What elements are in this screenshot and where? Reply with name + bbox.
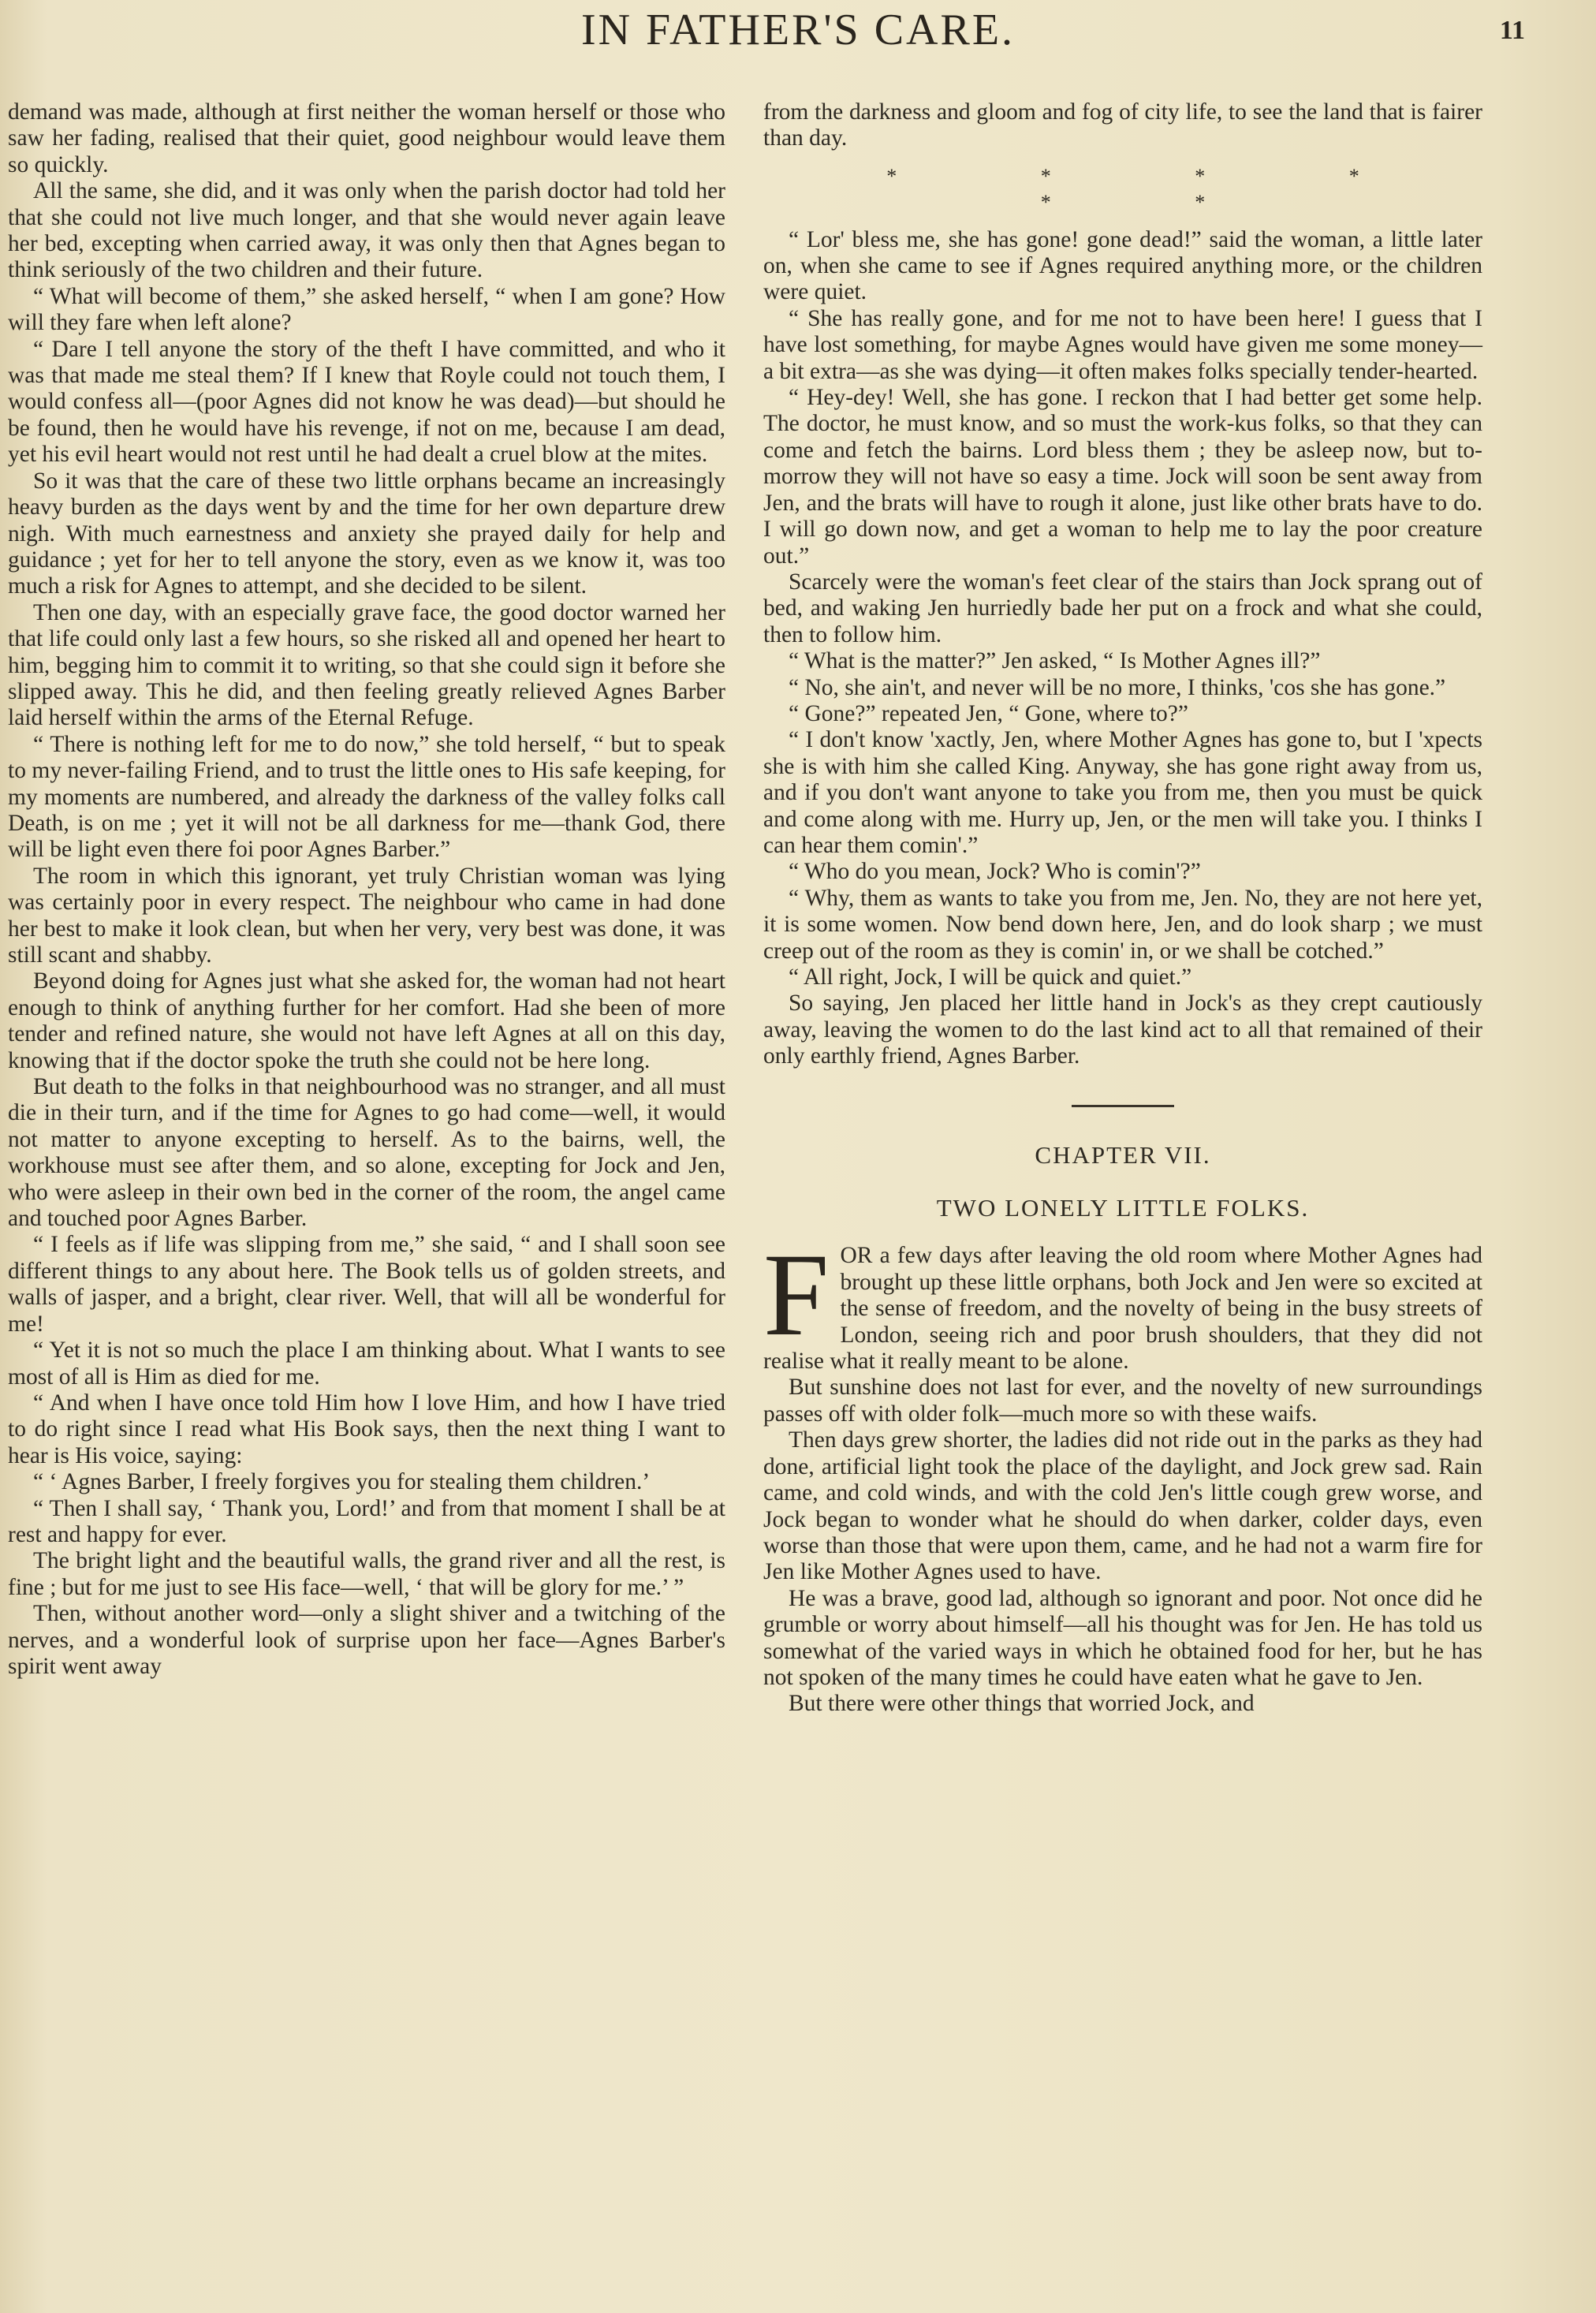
chapter-opening-text: OR a few days after leaving the old room where Mother Agnes had brought up these little orphans, both Jock and Jen were so excited at the sense of freedom, and the novelty of being in the busy streets of London, seeing rich and poor brush shoulders, that they did not realise what it really meant to be alone. [763,1243,1482,1375]
paragraph: But death to the folks in that neighbourhood was no stranger, and all must die in their turn, and if the time for Agnes to go had come—well, it would not matter to anyone excepting to herself. As to the bairns, well, the workhouse must see after them, and so alone, excepting for Jock and Jen, who were asleep in their own bed in the corner of the room, the angel came and touched poor Agnes Barber. [8,1074,725,1232]
paragraph: “ Who do you mean, Jock? Who is comin'?” [789,859,1201,885]
paragraph: “ No, she ain't, and never will be no more, I thinks, 'cos she has gone.” [789,674,1446,700]
paragraph: Then, without another word—only a slight shiver and a twitching of the nerves, and a wonderful look of surprise upon her face—Agnes Barber's spirit went away [8,1601,725,1679]
paragraph: He was a brave, good lad, although so ignorant and poor. Not once did he grumble or worry about himself—all his thought was for Jen. He has told us somewhat of the varied ways in which he obtained food for her, but he has not spoken of the many times he could have eaten what he gave to Jen. [763,1585,1482,1690]
paragraph: So saying, Jen placed her little hand in Jock's as they crept cautiously away, leaving the women to do the last kind act to all that remained of their only earthly friend, Agnes Barber. [763,990,1482,1069]
paragraph: demand was made, although at first neither the woman herself or those who saw her fading, realised that their quiet, good neighbour would leave them so quickly. [8,99,725,177]
paragraph: Then days grew shorter, the ladies did not ride out in the parks as they had done, artificial light took the place of the daylight, and Jock grew sad. Rain came, and cold winds, and with the cold Jen's little cough grew worse, and Jock began to wonder what he should do when darker, colder days, even worse than those that were upon them, came, and he had not a warm fire for Jen like Mother Agnes used to have. [763,1427,1482,1585]
paragraph: “ Why, them as wants to take you from me, Jen. No, they are not here yet, it is some women. Now bend down here, Jen, and do look sharp ; we must creep out of the room as they is comin' in, or we shall be cotched.” [763,885,1482,964]
paragraph: “ Dare I tell anyone the story of the theft I have committed, and who it was that made me steal them? If I knew that Royle could not touch them, I would confess all—(poor Agnes did not know he was dead)—but should he be found, then he would have his revenge, if not on me, because I am dead, yet his evil heart would not rest until he had dealt a cruel blow at the mites. [8,336,725,468]
chapter-number: CHAPTER VII. [1035,1140,1211,1169]
section-break-stars: * * * * * * [886,164,1429,215]
paragraph: “ Hey-dey! Well, she has gone. I reckon that I had better get some help. The doctor, he must know, and so must the work-kus folks, so that they can come and fetch the bairns. Lord bless them ; they be asleep now, but to-morrow they will not have so easy a time. Jock will soon be sent away from Jen, and the brats will have to rough it alone, just like other brats have to do. I will go down now, and get a woman to help me to lay the poor creature out.” [763,385,1482,569]
page-header [0,0,1596,79]
paragraph: Scarcely were the woman's feet clear of the stairs than Jock sprang out of bed, and waking Jen hurriedly bade her put on a frock and what she could, then to follow him. [763,569,1482,647]
paragraph: “ I feels as if life was slipping from me,” she said, “ and I shall soon see different things to any about here. The Book tells us of golden streets, and walls of jasper, and a bright, clear river. Well, that will all be wonderful for me! [8,1232,725,1337]
chapter-opening-paragraph [763,1229,1482,1375]
paragraph: So it was that the care of these two little orphans became an increasingly heavy burden as the days went by and the time for her own departure drew nigh. With much earnestness and anxiety she prayed daily for help and guidance ; yet for her to tell anyone the story, even as we know it, was too much a risk for Agnes to attempt, and she decided to be silent. [8,468,725,599]
paragraph: “ Lor' bless me, she has gone! gone dead!” said the woman, a little later on, when she came to see if Agnes required anything more, or the children were quiet. [763,226,1482,305]
page-number: 11 [1499,16,1525,45]
paragraph: “ What will become of them,” she asked herself, “ when I am gone? How will they fare when left alone? [8,283,725,336]
drop-cap: F [763,1229,830,1361]
paragraph: The bright light and the beautiful walls, the grand river and all the rest, is fine ; but for me just to see His face—well, ‘ that will be glory for me.’ ” [8,1548,725,1600]
paragraph: “ There is nothing left for me to do now,” she told herself, “ but to speak to my never-failing Friend, and to trust the little ones to His safe keeping, for my moments are numbered, and already the darkness of the valley folks call Death, is on me ; yet it will not be all darkness for me—thank God, there will be light even there foi poor Agnes Barber.” [8,731,725,863]
running-title: IN FATHER'S CARE. [580,6,1016,54]
paragraph: “ She has really gone, and for me not to have been here! I guess that I have lost something, for maybe Agnes would have given me some money—a bit extra—as she was dying—it often makes folks specially tender-hearted. [763,305,1482,384]
paragraph: “ I don't know 'xactly, Jen, where Mother Agnes has gone to, but I 'xpects she is with him she called King. Anyway, she has gone right away from us, and if you don't want anyone to take you from me, then you must be quick and come along with me. Hurry up, Jen, or the men will take you. I thinks I can hear them comin'.” [763,727,1482,858]
paragraph: “ All right, Jock, I will be quick and quiet.” [789,964,1192,990]
right-column [763,99,1482,1718]
chapter-title: TWO LONELY LITTLE FOLKS. [936,1194,1310,1222]
paragraph: “ Gone?” repeated Jen, “ Gone, where to?” [789,700,1188,726]
chapter-divider-rule [1072,1105,1174,1107]
paragraph: “ Then I shall say, ‘ Thank you, Lord!’ and from that moment I shall be at rest and happy for ever. [8,1495,725,1547]
paragraph: But there were other things that worried Jock, and [789,1691,1255,1717]
paragraph: “ What is the matter?” Jen asked, “ Is Mother Agnes ill?” [789,648,1321,674]
paragraph: Then one day, with an especially grave face, the good doctor warned her that life could only last a few hours, so she risked all and opened her heart to him, begging him to commit it to writing, so that she could sign it before she slipped away. This he did, and then feeling greatly relieved Agnes Barber laid herself within the arms of the Eternal Refuge. [8,599,725,731]
paragraph: “ ‘ Agnes Barber, I freely forgives you for stealing them children.’ [33,1469,651,1495]
paragraph: from the darkness and gloom and fog of city life, to see the land that is fairer than day. [763,99,1482,151]
paragraph: “ And when I have once told Him how I love Him, and how I have tried to do right since I read what His Book says, then the next thing I want to hear is His voice, saying: [8,1390,725,1468]
left-column [8,99,725,1680]
paragraph: “ Yet it is not so much the place I am thinking about. What I wants to see most of all is Him as died for me. [8,1337,725,1390]
paragraph: All the same, she did, and it was only when the parish doctor had told her that she could not live much longer, and that she would never again leave her bed, excepting when carried away, it was only then that Agnes began to think seriously of the two children and their future. [8,178,725,283]
paragraph: Beyond doing for Agnes just what she asked for, the woman had not heart enough to think of anything further for her comfort. Had she been of more tender and refined nature, she would not have left Agnes at all on this day, knowing that if the doctor spoke the truth she could not be here long. [8,968,725,1073]
paragraph: But sunshine does not last for ever, and the novelty of new surroundings passes off with older folk—much more so with these waifs. [763,1375,1482,1427]
paragraph: The room in which this ignorant, yet truly Christian woman was lying was certainly poor in every respect. The neighbour who came in had done her best to make it look clean, but when her very, very best was done, it was still scant and shabby. [8,863,725,968]
